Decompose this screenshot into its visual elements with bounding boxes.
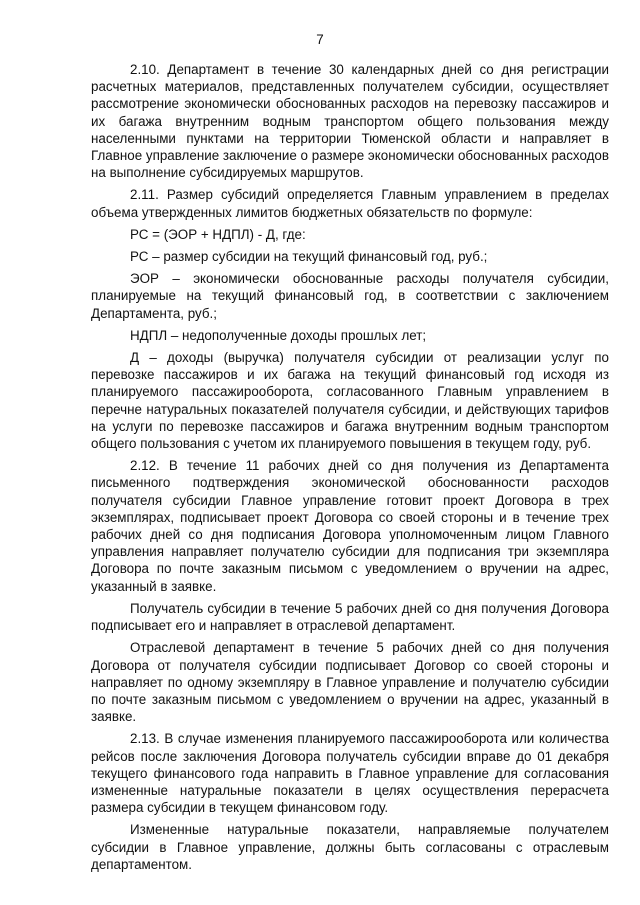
formula: РС = (ЭОР + НДПЛ) - Д, где:: [130, 226, 306, 242]
paragraph-changed-indicators: Измененные натуральные показатели, направляемые получателем субсидии в Главное управление, должны быть согласованы с отраслевым департаментом.: [91, 822, 609, 872]
paragraph-2-10: 2.10. Департамент в течение 30 календарных дней со дня регистрации расчетных материалов, представленных получателем субсидии, осуществляет рассмотрение экономически обоснованных расходов на перевозку пассажиров и их багажа внутренним водным транспортом общего пользования между населенными пунктами на территории Тюменской области и направляет в Главное управление заключение о размере экономически обоснованных расходов на выполнение субсидируемых маршрутов.: [91, 62, 609, 181]
paragraph-recipient-signs: Получатель субсидии в течение 5 рабочих дней со дня получения Договора подписывает его и направляет в отраслевой департамент.: [91, 600, 609, 634]
paragraph-2-13: 2.13. В случае изменения планируемого пассажирооборота или количества рейсов после заключения Договора получатель субсидии вправе до 01 декабря текущего финансового года направить в Главное управление для согласования измененные натуральные показатели в целях осуществления перерасчета размера субсидии в текущем финансовом году.: [91, 731, 609, 816]
page-number: 7: [316, 32, 324, 47]
paragraph-2-11: 2.11. Размер субсидий определяется Главным управлением в пределах объема утвержденных лимитов бюджетных обязательств по формуле:: [91, 187, 609, 220]
document-body: [91, 61, 609, 878]
paragraph-2-12: 2.12. В течение 11 рабочих дней со дня получения из Департамента письменного подтверждения экономической обоснованности расходов получателя субсидии Главное управление готовит проект Договора в трех экземплярах, подписывает проект Договора со своей стороны и в течение трех рабочих дней со дня подписания Договора уполномоченным лицом Главного управления направляет получателю субсидии для подписания три экземпляра Договора по почте заказным письмом с уведомлением о вручении на адрес, указанный в заявке.: [91, 458, 609, 594]
paragraph-department-signs: Отраслевой департамент в течение 5 рабочих дней со дня получения Договора от получателя субсидии подписывает Договор со своей стороны и направляет по одному экземпляру в Главное управление и получателю субсидии по почте заказным письмом с уведомлением о вручении на адрес, указанный в заявке.: [91, 640, 609, 725]
definition-eor: ЭОР – экономически обоснованные расходы получателя субсидии, планируемые на текущий финансовый год, в соответствии с заключением Департамента, руб.;: [91, 271, 609, 321]
definition-rs: РС – размер субсидии на текущий финансовый год, руб.;: [130, 249, 488, 265]
definition-d: Д – доходы (выручка) получателя субсидии от реализации услуг по перевозке пассажиров и их багажа на текущий финансовый год исходя из планируемого пассажирооборота, согласованного Главным управлением в перечне натуральных показателей получателя субсидии, и действующих тарифов на услуги по перевозке пассажиров и багажа внутренним водным транспортом общего пользования с учетом их планируемого повышения в текущем году, руб.: [91, 350, 609, 452]
definition-ndpl: НДПЛ – недополученные доходы прошлых лет;: [130, 327, 427, 343]
